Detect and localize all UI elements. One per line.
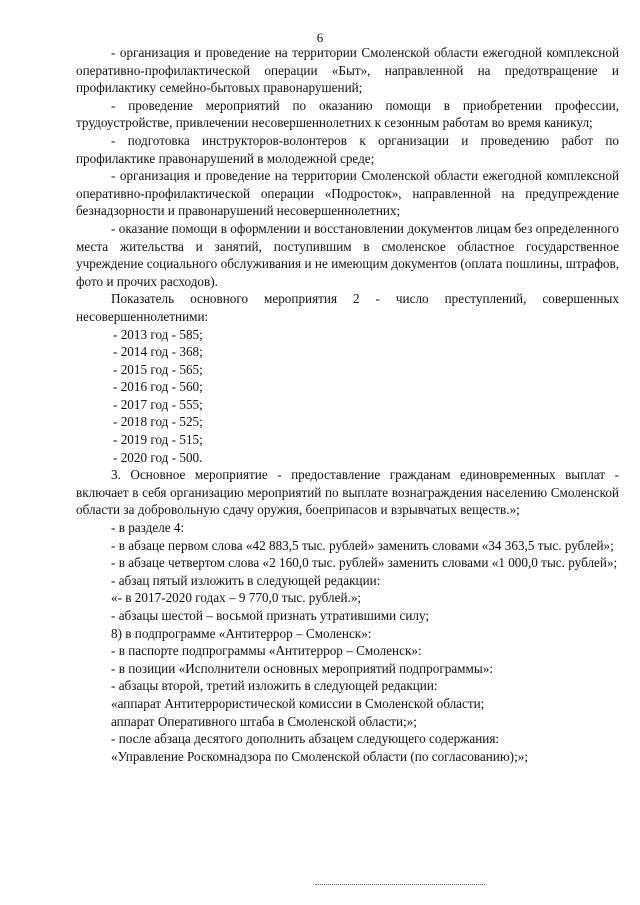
line: - абзацы второй, третий изложить в следующей редакции: bbox=[111, 678, 438, 694]
page-number: 6 bbox=[316, 30, 324, 45]
list-item: - 2020 год - 500. bbox=[113, 449, 203, 465]
list-item: - 2013 год - 585; bbox=[113, 326, 203, 342]
paragraph: - организация и проведение на территории Смоленской области ежегодной комплексной оперативно-профилактической операции «Подросток», направленной на предупреждение безнадзорности и правонарушений несовершеннолетних; bbox=[76, 168, 619, 219]
paragraph: - в абзаце четвертом слова «2 160,0 тыс. рублей» заменить словами «1 000,0 тыс. рублей»; bbox=[111, 555, 618, 571]
list-item: - 2016 год - 560; bbox=[113, 379, 203, 395]
footer-dotted-line bbox=[315, 884, 485, 886]
paragraph: - в абзаце первом слова «42 883,5 тыс. рублей» заменить словами «34 363,5 тыс. рублей»; bbox=[111, 537, 614, 553]
line: - абзацы шестой – восьмой признать утратившими силу; bbox=[111, 608, 430, 623]
list-item: - 2018 год - 525; bbox=[113, 414, 203, 430]
list-item: - 2017 год - 555; bbox=[113, 396, 203, 412]
years-list bbox=[76, 326, 619, 467]
line: - после абзаца десятого дополнить абзацем следующего содержания: bbox=[111, 731, 500, 747]
line: «Управление Роскомнадзора по Смоленской области (по согласованию);»; bbox=[111, 748, 528, 764]
document-body bbox=[76, 44, 619, 765]
paragraph: 3. Основное мероприятие - предоставление гражданам единовременных выплат - включает в себя организацию мероприятий по выплате вознаграждения населению Смоленской области за добровольную сдачу оружия, боеприпасов и взрывчатых веществ.»; bbox=[76, 467, 619, 518]
line: - в позиции «Исполнители основных мероприятий подпрограммы»: bbox=[111, 660, 493, 676]
paragraph: - подготовка инструкторов-волонтеров к организации и проведению работ по профилактике правонарушений в молодежной среде; bbox=[76, 132, 619, 166]
paragraph: - организация и проведение на территории Смоленской области ежегодной комплексной оперативно-профилактической операции «Быт», направленной на предотвращение и профилактику семейно-бытовых правонарушений; bbox=[76, 45, 619, 96]
paragraph: Показатель основного мероприятия 2 - число преступлений, совершенных несовершеннолетними: bbox=[76, 291, 619, 324]
list-item: - 2014 год - 368; bbox=[113, 344, 203, 360]
line: 8) в подпрограмме «Антитеррор – Смоленск»: bbox=[111, 625, 372, 641]
paragraph: - в разделе 4: bbox=[111, 520, 185, 536]
line: «аппарат Антитеррористической комиссии в Смоленской области; bbox=[111, 695, 485, 711]
paragraph: - оказание помощи в оформлении и восстановлении документов лицам без определенного места жительства и занятий, поступившим в смоленское областное государственное учреждение социального обслуживания и не имеющим документов (оплата пошлины, штрафов, фото и прочих расходов). bbox=[76, 220, 619, 289]
line: «- в 2017-2020 годах – 9 770,0 тыс. рублей.»; bbox=[111, 590, 362, 606]
paragraph: - проведение мероприятий по оказанию помощи в приобретении профессии, трудоустройстве, привлечении несовершеннолетних к сезонным работам во время каникул; bbox=[76, 97, 619, 131]
line: - абзац пятый изложить в следующей редакции: bbox=[111, 572, 381, 588]
list-item: - 2019 год - 515; bbox=[113, 432, 203, 448]
line: аппарат Оперативного штаба в Смоленской области;»; bbox=[111, 713, 417, 729]
list-item: - 2015 год - 565; bbox=[113, 361, 203, 377]
line: - в паспорте подпрограммы «Антитеррор – Смоленск»: bbox=[111, 643, 422, 659]
